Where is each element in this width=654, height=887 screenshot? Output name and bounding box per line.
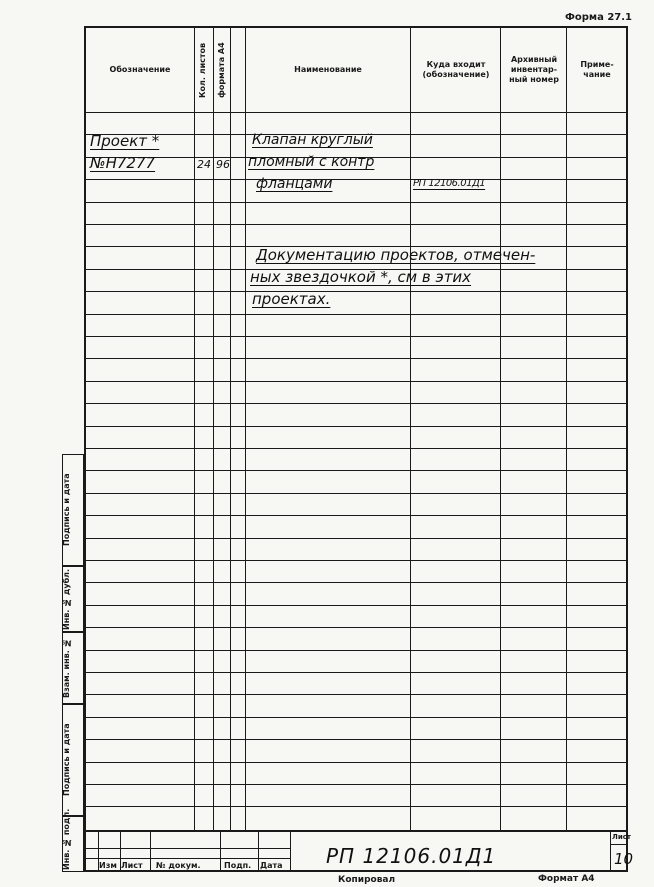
entry-note-line2: ных звездочкой *, см в этих xyxy=(250,268,472,286)
col-where-used: Куда входит (обозначение) xyxy=(422,60,490,79)
tb-col-izm: Изм xyxy=(99,861,117,870)
row-line xyxy=(84,582,628,583)
row-line xyxy=(84,381,628,382)
entry-note-line3: проектах. xyxy=(252,290,331,308)
row-line xyxy=(84,470,628,471)
row-line xyxy=(84,650,628,651)
entry-format: 96 xyxy=(216,158,230,171)
row-line xyxy=(84,672,628,673)
tb-line xyxy=(220,830,221,872)
col-line xyxy=(566,26,567,830)
row-line xyxy=(84,739,628,740)
col-sheets-count: Кол. листов xyxy=(198,42,207,98)
row-line xyxy=(84,291,628,292)
tb-col-list: Лист xyxy=(121,861,143,870)
tb-hline xyxy=(610,844,628,845)
col-line xyxy=(500,26,501,830)
footer-format: Формат А4 xyxy=(538,874,595,884)
footer-copied: Копировал xyxy=(338,875,396,885)
tb-line xyxy=(610,830,611,872)
tb-line xyxy=(258,830,259,872)
tb-hline xyxy=(84,848,290,849)
form-label: Форма 27.1 xyxy=(564,12,632,23)
tb-col-date: Дата xyxy=(260,861,283,870)
side-label-replace-inv: Взам. инв. № xyxy=(62,638,71,698)
tb-sheet-no: 10 xyxy=(614,850,634,868)
row-line xyxy=(84,605,628,606)
side-label-dup-inv: Инв. № дубл. xyxy=(62,568,71,630)
row-line xyxy=(84,717,628,718)
col-note: Приме- чание xyxy=(580,60,614,79)
side-label-sign-date-2: Подпись и дата xyxy=(62,723,71,797)
tb-hline xyxy=(84,858,290,859)
row-line xyxy=(84,224,628,225)
row-line xyxy=(84,515,628,516)
col-line xyxy=(230,26,231,830)
entry-sheets: 24 xyxy=(197,158,211,171)
row-line xyxy=(84,694,628,695)
tb-line xyxy=(290,830,291,872)
row-line xyxy=(84,448,628,449)
tb-sheet-label: Лист xyxy=(612,833,631,841)
row-line xyxy=(84,336,628,337)
col-format-a4: формата А4 xyxy=(217,42,226,98)
row-line xyxy=(84,314,628,315)
entry-name-line2: пломный с контр xyxy=(248,154,375,170)
entry-project-line1: Проект * xyxy=(90,132,160,150)
entry-where-used: РП 12106.01Д1 xyxy=(413,178,486,189)
col-line xyxy=(245,26,246,830)
document-code: РП 12106.01Д1 xyxy=(326,844,497,868)
entry-project-line2: №Н7277 xyxy=(90,154,156,172)
tb-col-doc: № докум. xyxy=(156,861,201,870)
side-label-sign-date: Подпись и дата xyxy=(62,473,71,547)
row-line xyxy=(84,627,628,628)
col-designation: Обозначение xyxy=(109,65,171,74)
row-line xyxy=(84,358,628,359)
row-line xyxy=(84,202,628,203)
row-line xyxy=(84,560,628,561)
sheet-frame xyxy=(84,26,628,872)
row-line xyxy=(84,426,628,427)
row-line xyxy=(84,403,628,404)
row-line xyxy=(84,784,628,785)
row-line xyxy=(84,493,628,494)
row-line xyxy=(84,538,628,539)
col-archive-no: Архивный инвентар- ный номер xyxy=(509,55,559,84)
tb-col-sign: Подп. xyxy=(224,861,252,870)
row-line xyxy=(84,179,628,180)
side-label-orig-inv: Инв. № подл. xyxy=(62,808,71,870)
col-line xyxy=(410,26,411,830)
title-block-top xyxy=(84,830,628,832)
row-line xyxy=(84,806,628,807)
entry-name-line3: фланцами xyxy=(256,176,333,192)
row-line xyxy=(84,762,628,763)
header-divider xyxy=(84,112,628,113)
tb-line xyxy=(150,830,151,872)
entry-note-line1: Документацию проектов, отмечен- xyxy=(256,246,536,264)
entry-name-line1: Клапан круглый xyxy=(252,132,373,148)
col-line xyxy=(194,26,195,830)
col-name: Наименование xyxy=(294,65,362,74)
col-line xyxy=(213,26,214,830)
